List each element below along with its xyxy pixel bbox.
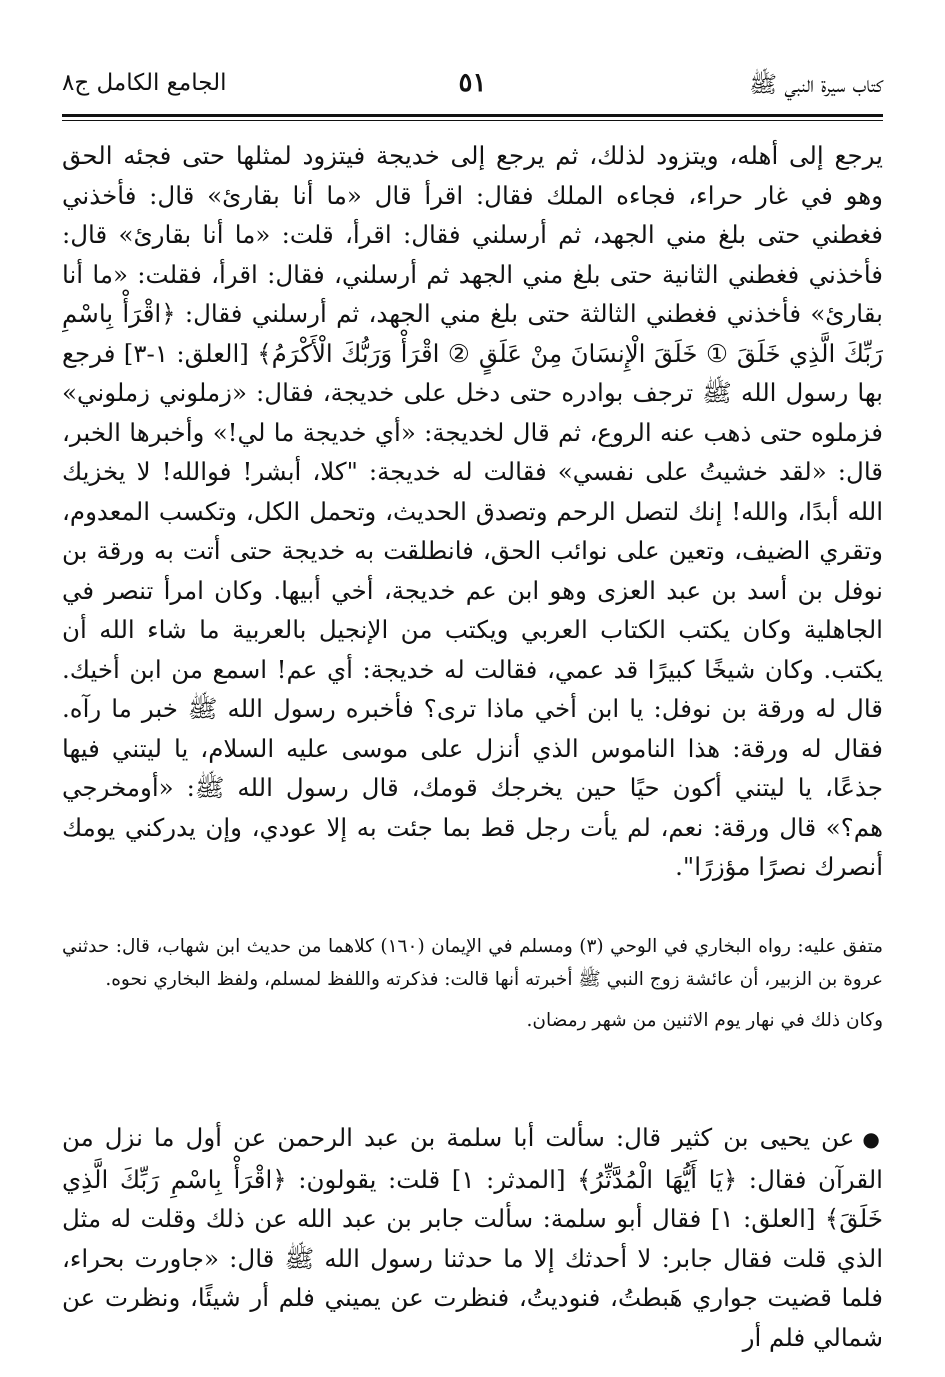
book-title: كتاب سيرة النبي ﷺ (749, 72, 883, 98)
bullet-icon: ● (862, 1127, 883, 1151)
page-number: ٥١ (458, 68, 487, 98)
hadith-paragraph: يرجع إلى أهله، ويتزود لذلك، ثم يرجع إلى خديجة فيتزود لمثلها حتى فجئه الحق وهو في غار حراء، فجاءه الملك فقال: اقرأ قال «ما أنا بقارئ» قال: فأخذني فغطني حتى بلغ مني الجهد، ثم أرسلني فقال: اقرأ، قلت: «ما أنا بقارئ» قال: فأخذني فغطني الثانية حتى بلغ مني الجهد ثم أرسلني، فقال: اقرأ، فقلت: «ما أنا بقارئ» فأخذني فغطني الثالثة حتى بلغ مني الجهد، ثم أرسلني فقال: ﴿اقْرَأْ بِاسْمِ رَبِّكَ الَّذِي خَلَقَ ① خَلَقَ الْإِنسَانَ مِنْ عَلَقٍ ② اقْرَأْ وَرَبُّكَ الْأَكْرَمُ﴾ [العلق: ١-٣] فرجع بها رسول الله ﷺ ترجف بوادره حتى دخل على خديجة، فقال: «زملوني زملوني» فزملوه حتى ذهب عنه الروع، ثم قال لخديجة: «أي خديجة ما لي!» وأخبرها الخبر، قال: «لقد خشيتُ على نفسي» فقالت له خديجة: "كلا، أبشر! فوالله! لا يخزيك الله أبدًا، والله! إنك لتصل الرحم وتصدق الحديث، وتحمل الكل، وتكسب المعدوم، وتقري الضيف، وتعين على نوائب الحق، فانطلقت به خديجة حتى أتت به ورقة بن نوفل بن أسد بن عبد العزى وهو ابن عم خديجة، أخي أبيها. وكان امرأ تنصر في الجاهلية وكان يكتب الكتاب العربي ويكتب من الإنجيل بالعربية ما شاء الله أن يكتب. وكان شيخًا كبيرًا قد عمي، فقالت له خديجة: أي عم! اسمع من ابن أخيك. قال له ورقة بن نوفل: يا ابن أخي ماذا ترى؟ فأخبره رسول الله ﷺ خبر ما رآه. فقال له ورقة: هذا الناموس الذي أنزل على موسى عليه السلام، يا ليتني فيها جذعًا، يا ليتني أكون حيًا حين يخرجك قومك، قال رسول الله ﷺ: «أومخرجي هم؟» قال ورقة: نعم، لم يأت رجل قط بما جئت به إلا عودي، وإن يدركني يومك أنصرك نصرًا مؤزرًا". (62, 141, 883, 881)
second-hadith-block (62, 1118, 883, 1363)
hadith-text-block (62, 136, 883, 916)
takhrij-note: متفق عليه: رواه البخاري في الوحي (٣) ومسلم في الإيمان (١٦٠) كلاهما من حديث ابن شهاب، قال: حدثني عروة بن الزبير، أن عائشة زوج النبي ﷺ أخبرته أنها قالت: فذكرته واللفظ لمسلم، ولفظ البخاري نحوه. (62, 936, 883, 990)
page-header (62, 66, 883, 106)
second-hadith-text: عن يحيى بن كثير قال: سألت أبا سلمة بن عبد الرحمن عن أول ما نزل من القرآن فقال: ﴿يَا أَيُّهَا الْمُدَّثِّرُ﴾ [المدثر: ١] قلت: يقولون: ﴿اقْرَأْ بِاسْمِ رَبِّكَ الَّذِي خَلَقَ﴾ [العلق: ١] فقال أبو سلمة: سألت جابر بن عبد الله عن ذلك وقلت له مثل الذي قلت فقال جابر: لا أحدثك إلا ما حدثنا رسول الله ﷺ قال: «جاورت بحراء، فلما قضيت جواري هَبطتُ، فنوديتُ، فنظرت عن يميني فلم أر شيئًا، ونظرت عن شمالي فلم أر (62, 1123, 883, 1352)
header-rule-thin (62, 120, 883, 121)
series-title: الجامع الكامل ج٨ (62, 70, 227, 96)
footnote-block (62, 930, 883, 1070)
second-hadith-paragraph (62, 1118, 883, 1357)
header-rule-thick (62, 114, 883, 117)
date-note: وكان ذلك في نهار يوم الاثنين من شهر رمضان. (526, 1010, 883, 1031)
